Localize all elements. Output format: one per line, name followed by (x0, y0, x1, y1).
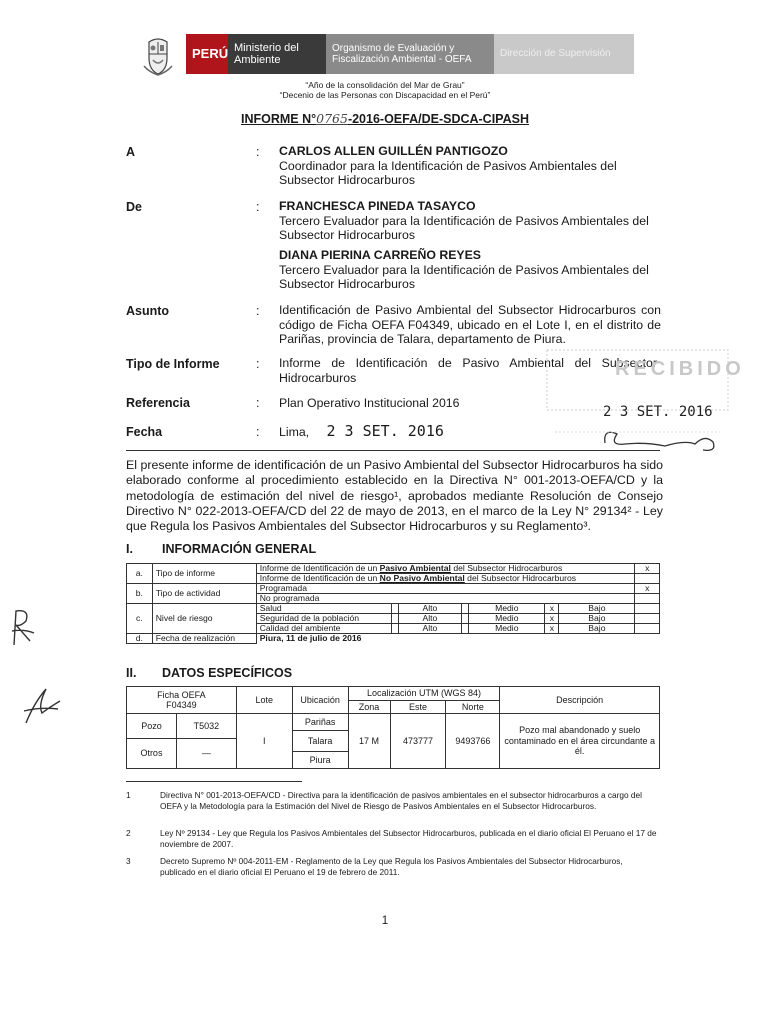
cell-text: Seguridad de la población (256, 614, 391, 624)
footnote-divider (126, 781, 302, 782)
check-mark: x (545, 614, 559, 624)
cell-text: del Subsector Hidrocarburos (464, 573, 577, 583)
cell-text: 9493766 (446, 714, 500, 769)
empty-cell (635, 604, 660, 614)
cell-text: Bajo (559, 604, 635, 614)
empty-cell (635, 594, 660, 604)
cell-text: I (236, 714, 292, 769)
table-row (127, 687, 660, 701)
cell-text: Informe de Identificación de un (259, 573, 380, 583)
title-suffix: -2016-OEFA/DE-SDCA-CIPASH (347, 112, 529, 126)
check-mark: x (545, 624, 559, 634)
cell-text: Localización UTM (WGS 84) (348, 687, 500, 701)
row-letter: c. (127, 604, 153, 634)
title-prefix: INFORME N° (240, 112, 317, 126)
colon: : (256, 145, 260, 159)
ministry-label: Ministerio del Ambiente (228, 34, 326, 74)
cell-text: Piura (292, 752, 348, 769)
cell-text: Alto (398, 624, 461, 634)
header-banner (130, 34, 634, 74)
footnote-3 (126, 856, 660, 880)
cell-text: Calidad del ambiente (256, 624, 391, 634)
cell-text: No Pasivo Ambiental (379, 573, 465, 583)
label-tipo: Tipo de Informe (126, 357, 220, 371)
agency-label: Organismo de Evaluación y Fiscalización Ambiental - OEFA (326, 34, 494, 74)
empty-cell (391, 614, 398, 624)
ficha-header (127, 687, 237, 714)
cell-text: Alto (398, 614, 461, 624)
footnote-text: Directiva N° 001-2013-OEFA/CD - Directiva para la identificación de pasivos ambientales en el subsector hidrocarburos a cargo del OEFA y la Metodología para la Estimación del Nivel de Riesgo de Pasivos Ambientales en el Subsector Hidrocarburos. (160, 790, 643, 811)
margin-initials-icon (8, 605, 38, 650)
section-1-title: INFORMACIÓN GENERAL (162, 542, 317, 556)
sender-2 (279, 248, 661, 292)
cell-text: Medio (469, 604, 545, 614)
fecha-prefix: Lima, (279, 425, 310, 439)
general-info-table (126, 563, 660, 644)
table-row (127, 584, 660, 594)
margin-signature-icon (20, 683, 65, 728)
direction-label: Dirección de Supervisión (494, 34, 634, 74)
tipo-text: Informe de Identificación de Pasivo Ambiental del Subsector Hidrocarburos (279, 356, 657, 385)
label-a: A (126, 145, 136, 159)
footnote-text: Decreto Supremo Nº 004-2011-EM - Reglamento de la Ley que Regula los Pasivos Ambientales del Subsector Hidrocarburos, publicado en el diario oficial El Peruano el 19 de febrero de 2011. (160, 856, 623, 877)
section-2-title: DATOS ESPECÍFICOS (162, 666, 293, 680)
row-letter: b. (127, 584, 153, 604)
cell-text: Programada (256, 584, 635, 594)
empty-cell (635, 614, 660, 624)
fecha-stamp: 2 3 SET. 2016 (326, 422, 444, 440)
cell-text: 473777 (390, 714, 446, 769)
sender-1-name: FRANCHESCA PINEDA TASAYCO (279, 199, 476, 213)
footnote-number: 2 (126, 828, 131, 838)
check-mark: x (545, 604, 559, 614)
footnote-2 (126, 828, 660, 852)
sender-1 (279, 199, 661, 243)
footnote-1 (126, 790, 660, 824)
coat-of-arms-icon (130, 34, 186, 78)
section-1-heading (126, 542, 316, 556)
sender-2-name: DIANA PIERINA CARREÑO REYES (279, 248, 482, 262)
cell-text: Medio (469, 614, 545, 624)
recipient-name: CARLOS ALLEN GUILLÉN PANTIGOZO (279, 144, 508, 158)
cell-text: Salud (256, 604, 391, 614)
informe-no-pasivo-cell (256, 574, 635, 584)
label-de: De (126, 200, 142, 214)
colon: : (256, 396, 260, 410)
section-1-number: I. (126, 542, 133, 556)
peru-label: PERÚ (186, 34, 228, 74)
row-label: Tipo de actividad (152, 584, 256, 604)
empty-cell (635, 574, 660, 584)
empty-cell (391, 624, 398, 634)
footnote-text: Ley Nº 29134 - Ley que Regula los Pasivos Ambientales del Subsector Hidrocarburos, publicada en el diario oficial El Peruano el 17 de noviembre de 2007. (160, 828, 657, 849)
label-fecha: Fecha (126, 425, 163, 439)
row-label: Fecha de realización (152, 634, 256, 644)
cell-text: Talara (292, 731, 348, 752)
check-mark: x (635, 584, 660, 594)
section-2-number: II. (126, 666, 137, 680)
empty-cell (462, 624, 469, 634)
received-stamp (545, 348, 745, 466)
stamp-date: 2 3 SET. 2016 (603, 404, 713, 420)
cell-text: Pariñas (292, 714, 348, 731)
handwritten-number: 0765 (316, 111, 348, 126)
cell-text: Descripción (500, 687, 660, 714)
motto-line-1: “Año de la consolidación del Mar de Grau” (305, 80, 465, 90)
cell-text: Bajo (559, 624, 635, 634)
cell-text: Pozo mal abandonado y suelo contaminado en el área circundante a él. (500, 714, 660, 769)
label-referencia: Referencia (126, 396, 190, 410)
cell-text: T5032 (176, 714, 236, 739)
cell-text: 17 M (348, 714, 390, 769)
cell-text: F04349 (166, 700, 197, 710)
table-row (127, 714, 660, 731)
cell-text: Norte (446, 700, 500, 714)
sender-2-role: Tercero Evaluador para la Identificación de Pasivos Ambientales del Subsector Hidrocarburos (279, 262, 649, 291)
cell-text: Ubicación (292, 687, 348, 714)
empty-cell (391, 604, 398, 614)
table-row (127, 604, 660, 614)
cell-text: Medio (469, 624, 545, 634)
stamp-word: RECIBIDO (615, 358, 745, 380)
recipient (279, 144, 661, 188)
motto (0, 80, 770, 100)
empty-cell (462, 604, 469, 614)
cell-text: Otros (127, 739, 177, 769)
specific-data-table (126, 686, 660, 769)
cell-text: Ficha OEFA (157, 689, 206, 700)
row-letter: d. (127, 634, 153, 644)
cell-text: Este (390, 700, 446, 714)
motto-line-2: “Decenio de las Personas con Discapacidad en el Perú” (279, 90, 491, 100)
check-mark: x (635, 564, 660, 574)
colon: : (256, 200, 260, 214)
row-letter: a. (127, 564, 153, 584)
cell-text: Piura, 11 de julio de 2016 (256, 634, 659, 644)
empty-cell (462, 614, 469, 624)
row-label: Nivel de riesgo (152, 604, 256, 634)
cell-text: Pasivo Ambiental (379, 563, 451, 573)
row-label: Tipo de informe (152, 564, 256, 584)
informe-pasivo-cell (256, 564, 635, 574)
cell-text: Pozo (127, 714, 177, 739)
cell-text: Informe de Identificación de un (259, 563, 380, 573)
cell-text: del Subsector Hidrocarburos (450, 563, 563, 573)
report-title (0, 111, 770, 126)
recipient-role: Coordinador para la Identificación de Pasivos Ambientales del Subsector Hidrocarburos (279, 158, 617, 187)
page-number: 1 (381, 915, 389, 927)
divider (126, 450, 660, 451)
intro-paragraph: El presente informe de identificación de un Pasivo Ambiental del Subsector Hidrocarburos ha sido elaborado conforme al procedimiento establecido en la Directiva N° 001-2013-OEFA/CD y la metodología de estimación del nivel de riesgo¹, aprobados mediante Resolución de Consejo Directivo N° 022-2013-OEFA/CD del 22 de mayo de 2013, en el marco de la Ley N° 29134² - Ley que Regula los Pasivos Ambientales del Subsector Hidrocarburos y su Reglamento³. (126, 458, 663, 534)
colon: : (256, 304, 260, 318)
cell-text: Bajo (559, 614, 635, 624)
colon: : (256, 425, 260, 439)
table-row (127, 634, 660, 644)
cell-text: Zona (348, 700, 390, 714)
section-2-heading (126, 666, 292, 680)
footnote-number: 3 (126, 856, 131, 866)
label-asunto: Asunto (126, 304, 170, 318)
cell-text: Lote (236, 687, 292, 714)
cell-text: Alto (398, 604, 461, 614)
cell-text: — (176, 739, 236, 769)
empty-cell (635, 624, 660, 634)
asunto-text: Identificación de Pasivo Ambiental del Subsector Hidrocarburos con código de Ficha OEFA F04349, ubicado en el Lote I, en el distrito de Pariñas, provincia de Talara, departamento de Piura. (279, 303, 661, 346)
table-row (127, 564, 660, 574)
colon: : (256, 357, 260, 371)
cell-text: No programada (256, 594, 635, 604)
referencia-text: Plan Operativo Institucional 2016 (279, 396, 460, 410)
footnote-number: 1 (126, 790, 131, 800)
sender-1-role: Tercero Evaluador para la Identificación de Pasivos Ambientales del Subsector Hidrocarburos (279, 213, 649, 242)
